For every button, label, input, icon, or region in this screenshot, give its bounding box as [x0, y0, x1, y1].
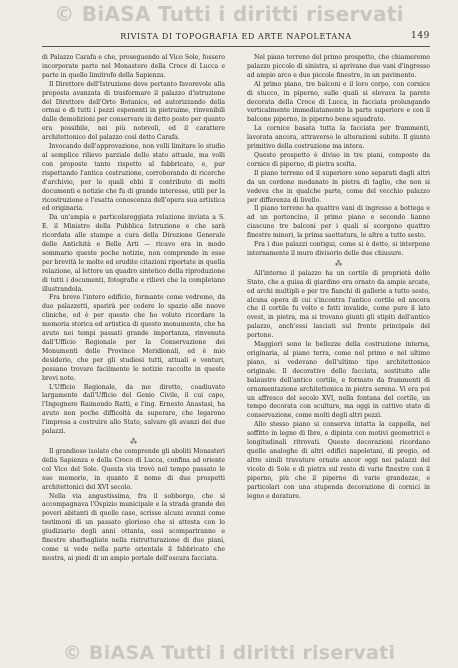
running-header: [42, 30, 430, 47]
paragraph: La cornice basata tutta la facciata per frammenti, lavorata ancora, attraverso le alterazioni subite. Il giunto primitivo della costruzione ma intera.: [247, 125, 430, 151]
journal-title: RIVISTA DI TOPOGRAFIA ED ARTE NAPOLETANA: [120, 32, 352, 41]
watermark-top: © BiASA Tutti i diritti riservati: [54, 2, 404, 26]
paragraph: di Palazzo Carafa e che, proseguendo al Vico Sole, fossero incorporate parte nel Monastero della Croce di Lucca e parte in quello limitrofo della Sapienza.: [42, 54, 225, 79]
section-break-ornament: ⁂: [335, 259, 342, 268]
watermark-bottom: © BiASA Tutti i diritti riservati: [62, 642, 396, 664]
paragraph: Il piano terreno ed il superiore sono separati dagli altri da un cordone modanato in pietra di taglio, che non si vedeva che in qualche parte, come del vecchio palazzo per differenza di livello.: [247, 169, 430, 204]
paragraph: Il grandioso isolato che comprende gli aboliti Monasteri della Sapienza e della Croce di Lucca, confina ad oriente col Vico del Sole. Questa via trovò nel tempo passato le sue memorie, in quanto il nome di due prospetti architettonici del XVI secolo.: [42, 447, 225, 491]
paragraph: Il piano terreno ha quattro vani di ingresso a bottega e ad un portoncino, il primo piano e secondo hanno ciascuno tre balconi per i quali si scorgono quattro finestre minori, la prima saettatura, le altre a tutto sesto.: [247, 205, 430, 240]
paragraph: Fra breve l'intero edificio, formante come vedremo, da due palazzetti, sparirà per cedere lo spazio alle nuove cliniche, ed è per questo che ho voluto ricordare la memoria storica ed artistica di questo monumento, che ha avuto nei tempi passati grande importanza, rinvenuta dall'Ufficio Regionale per la Conservazione dei Monumenti delle Province Meridionali, ed è mio desiderio, che per gli studiosi tutti, attuali e venturi, possano trovare facilmente le notizie raccolte in queste brevi note.: [42, 294, 225, 382]
left-column: [42, 54, 225, 636]
section-break-ornament: ⁂: [130, 437, 137, 446]
paragraph: Al primo piano, tre balconi e il loro corpo, con cornice di stucco, in piperno, sulle quali si elevava la parete decorata della Croce di Lucca, in facciata prolungando verticalmente immediatamente la parte superiore e con il balcone piperno, in piperno bene squadrato.: [247, 80, 430, 124]
paragraph: Il Direttore dell'Istruzione deve pertanto favorevole alla proposta avanzata di trasformare il palazzo d'istruzione del Direttore dell'Orto Botanico, ed autorizzando della ormai e di tutti i pezzi esponenti in pietraime, rinvenibili dalle demolizioni per conservare in detto posto per quanto era possibile, nei più notevoli, ed il carattere architettonico del palazzo così detto Carafa.: [42, 80, 225, 142]
paragraph: Invocando dell'approvazione, non volli limitare lo studio al semplice rilievo parziale dello stato attuale, ma volli con proposte tanto rispetto al fabbricato, e, pur rispettando l'antica costruzione, corroborando di ricerche d'archivio, per le quali ebbi il contributo di molti documenti e notizie che fu di grande interesse, utili per la ricostruzione e l'esatta conoscenza dell'opera sua artistica ed originaria.: [42, 143, 225, 213]
text-columns: [42, 54, 430, 636]
paragraph: L'Ufficio Regionale, da me diretto, coadiuvato largamente dall'Ufficio del Genio Civile, il cui capo, l'Ingegnere Raimondo Ratti, e l'ing. Ernesto Anastasi, ha avuto non poche difficoltà da superare, che legarono l'impresa a costruire allo Stato, salvare gli avanzi dei due palazzi.: [42, 383, 225, 436]
page-number: 149: [411, 31, 430, 41]
paragraph: Nel piano terreno del primo prospetto, che chiameremo palazzo piccolo di sinistra, si aprivano due vani d'ingresso ad ampio arco e due piccole finestre, in un pavimento.: [247, 54, 430, 79]
paragraph: Fra i due palazzi contigui, come si è detto, si interpone internamente il muro divisorio delle due chiusure.: [247, 241, 430, 257]
right-column: [247, 54, 430, 636]
paragraph: Questo prospetto è diviso in tre piani, composto da cornice di piperno, di pietra scelta.: [247, 151, 430, 168]
paragraph: All'interno il palazzo ha un cortile di proprietà dello Stato, che a guisa di giardino era ornato da ampie arcate, ed archi multipli e per tre fianchi di gallerie a tutto sesto, alcuna opera di cui s'incontra l'antico cortile ed ancora che il cortile fu volto e fatti invalide, come pure il lato ovest, in pietra, ma si trovano giunti gli stipiti dell'antico palazzo, anch'essi lasciati sul fronte principale del portone.: [247, 269, 430, 340]
paragraph: Da un'ampia e particolareggiata relazione inviata a S. E. il Ministro della Pubblica Istruzione e che sarà ricordata alle stampe a cura della Direzione Generale delle Antichità e Belle Arti — ricavo ora in modo sommario queste poche notizie, non comprendo in esse per brevità le molte ed erudite citazioni riportate in quella relazione, al lettore un quadro sintetico della riproduzione di tutti i documenti, fotografie e rilievi che la completano illustrandola.: [42, 214, 225, 293]
paragraph: Maggiori sono le bellezze della costruzione interna, originaria, al piano terra, come nel primo e nel ultimo piano, si vedevano dell'ultimo tipo architettonico originale. Il decorativo dello facciata, sostituito alle balaustre dell'antico cortile, e formato da frammenti di ornamentazione architettonica in pietra serena. Vi era poi un affresco del secolo XVI, nella fontana del cortile, un tempo decorata con sculture, ma oggi in cattivo stato di conservazione, come molti degli altri pezzi.: [247, 341, 430, 420]
paragraph: Nella via angustissima, fra il sobborgo, che si accompagnava l'Ospizio municipale e la strada grande dei poveri abitanti di quelle case, scrisse alcuni avanzi come testimoni di un passato glorioso che si attesta con lo giudiziario degli anni ottanta, essi scompariranno e finestre sbarbagliate nella ristrutturazione di due piani, come si vede nella parte orientale il fabbricato che mostra, ai piedi di un ampio portale dell'oscura facciata.: [42, 492, 225, 562]
paragraph: Allo stesso piano si conserva intatta la cappella, nel soffitto in legno di Ibre, e dipinta con motivi geometrici e longitudinali ritrovati. Queste decorazioni ricordano quelle analoghe di altri edifici napoletani, di pregio, ed altre simili travature ornate ancor oggi nei palazzi del vicolo di Sole e di pietra sul resto di varie finestre con il piperno, più che il piperno di varie grandezze, e particolari con una stupenda decorazione di cornici in legno e dorature.: [247, 421, 430, 500]
